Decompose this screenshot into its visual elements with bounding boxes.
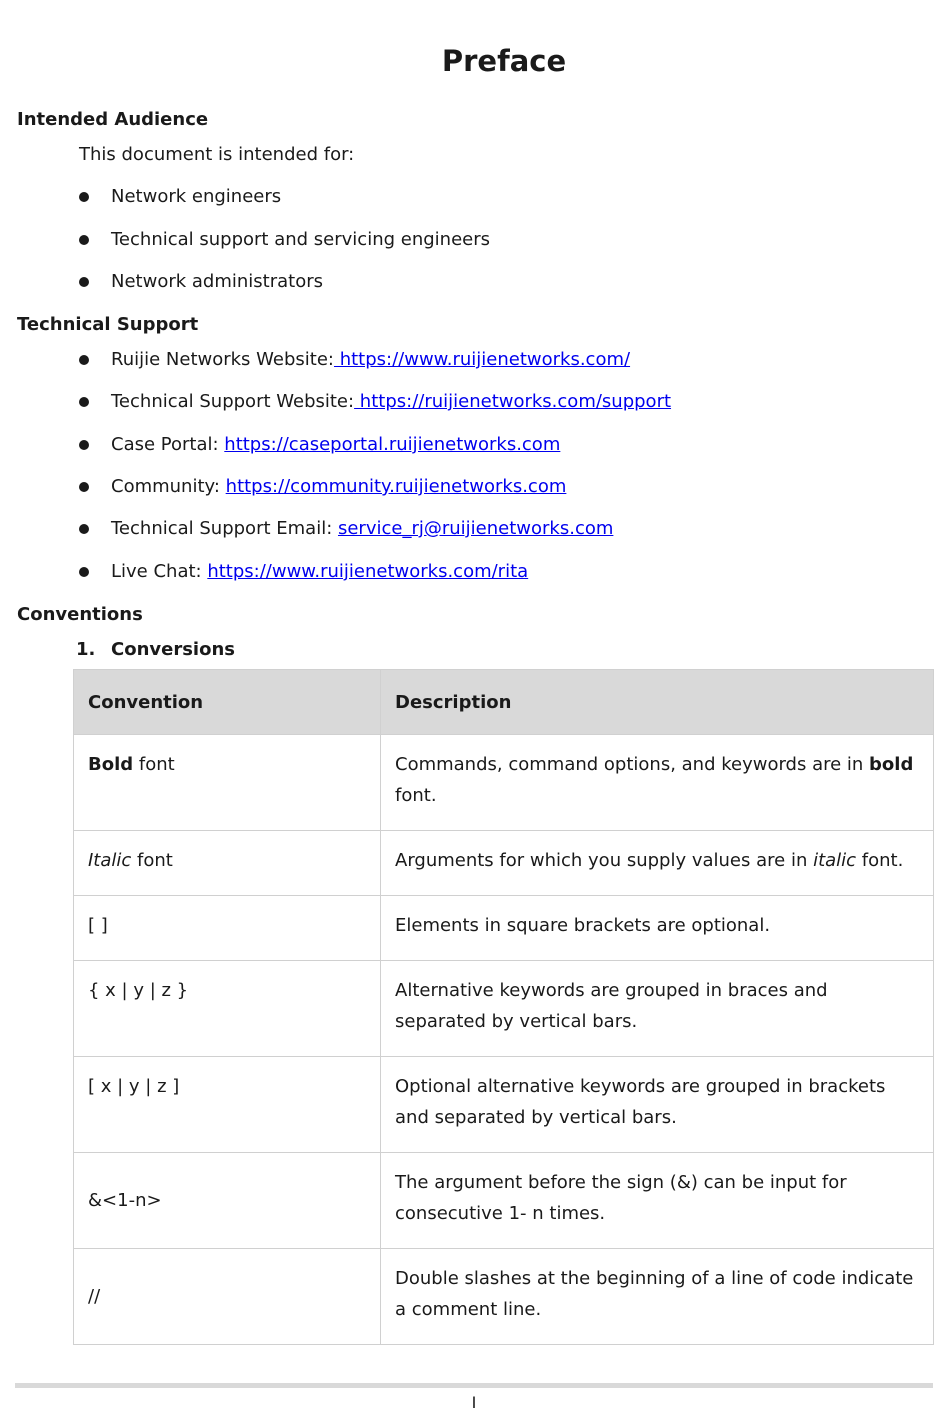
page-title: Preface	[441, 44, 567, 78]
table-row	[74, 1057, 934, 1153]
bullet-icon	[79, 192, 89, 202]
description-cell: Elements in square brackets are optional.	[381, 896, 934, 961]
convention-cell: [ ]	[74, 896, 381, 961]
footer-divider	[15, 1383, 933, 1388]
description-cell: Double slashes at the beginning of a line of code indicate a comment line.	[381, 1249, 934, 1345]
table-row	[74, 735, 934, 831]
convention-cell: { x | y | z }	[74, 961, 381, 1057]
subheading-text: Conversions	[111, 639, 235, 660]
description-cell: The argument before the sign (&) can be input for consecutive 1- n times.	[381, 1153, 934, 1249]
description-cell: Alternative keywords are grouped in braces and separated by vertical bars.	[381, 961, 934, 1057]
support-website-link[interactable]: https://ruijienetworks.com/support	[354, 391, 672, 412]
description-cell: Commands, command options, and keywords are in bold font.	[381, 735, 934, 831]
bullet-icon	[79, 524, 89, 534]
intended-audience-heading: Intended Audience	[17, 109, 209, 130]
support-email-link[interactable]: service_rj@ruijienetworks.com	[337, 518, 614, 539]
convention-cell: Italic font	[74, 831, 381, 896]
table-row	[74, 1153, 934, 1249]
intended-audience-intro: This document is intended for:	[79, 144, 355, 165]
table-row	[74, 1249, 934, 1345]
convention-cell: [ x | y | z ]	[74, 1057, 381, 1153]
technical-support-heading: Technical Support	[17, 314, 199, 335]
support-item-label: Live Chat:	[111, 561, 208, 582]
support-item-label: Case Portal:	[111, 434, 225, 455]
live-chat-link[interactable]: https://www.ruijienetworks.com/rita	[207, 561, 529, 582]
bullet-icon	[79, 235, 89, 245]
community-link[interactable]: https://community.ruijienetworks.com	[225, 476, 567, 497]
conventions-table	[73, 669, 934, 1345]
support-item-label: Technical Support Email:	[111, 518, 338, 539]
audience-item-text: Network engineers	[111, 186, 282, 207]
description-cell: Arguments for which you supply values are in italic font.	[381, 831, 934, 896]
case-portal-link[interactable]: https://caseportal.ruijienetworks.com	[224, 434, 561, 455]
bullet-icon	[79, 440, 89, 450]
column-header-description: Description	[381, 670, 934, 735]
column-header-convention: Convention	[74, 670, 381, 735]
page-number: I	[471, 1393, 477, 1412]
bullet-icon	[79, 355, 89, 365]
support-item-label: Community:	[111, 476, 226, 497]
description-cell: Optional alternative keywords are grouped in brackets and separated by vertical bars.	[381, 1057, 934, 1153]
bullet-icon	[79, 482, 89, 492]
support-item-label: Ruijie Networks Website:	[111, 349, 334, 370]
convention-cell: &<1-n>	[74, 1153, 381, 1249]
subheading-number: 1.	[76, 639, 96, 660]
bullet-icon	[79, 397, 89, 407]
table-row	[74, 831, 934, 896]
convention-cell: Bold font	[74, 735, 381, 831]
ruijie-website-link[interactable]: https://www.ruijienetworks.com/	[333, 349, 631, 370]
table-row	[74, 896, 934, 961]
table-header-row	[74, 670, 934, 735]
convention-cell: //	[74, 1249, 381, 1345]
bullet-icon	[79, 277, 89, 287]
audience-item-text: Network administrators	[111, 271, 323, 292]
support-item-label: Technical Support Website:	[111, 391, 355, 412]
table-row	[74, 961, 934, 1057]
bullet-icon	[79, 567, 89, 577]
audience-item-text: Technical support and servicing engineers	[111, 229, 490, 250]
conventions-heading: Conventions	[17, 604, 143, 625]
